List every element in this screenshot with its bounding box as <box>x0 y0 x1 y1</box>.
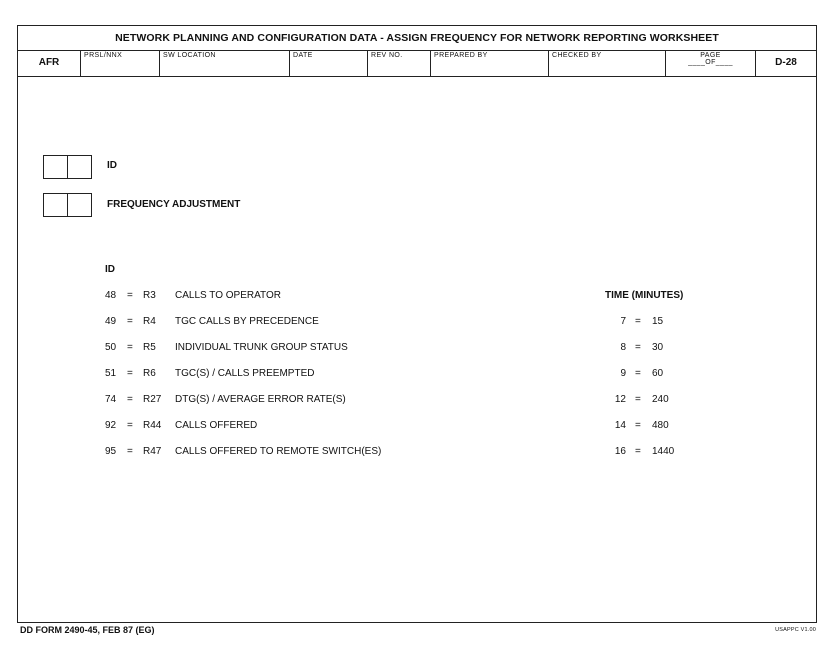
row-equals: = <box>127 446 133 457</box>
row-id: 49 <box>105 316 117 327</box>
id-box-1[interactable] <box>43 155 68 179</box>
date-field[interactable]: DATE <box>290 50 368 76</box>
row-description: CALLS OFFERED TO REMOTE SWITCH(ES) <box>175 446 382 457</box>
row-time-minutes: 15 <box>652 316 664 327</box>
row-time-id: 9 <box>620 368 626 379</box>
row-time-id: 12 <box>614 394 626 405</box>
page-of-label: ____OF____ <box>688 59 733 66</box>
freq-box-2[interactable] <box>67 193 92 217</box>
row-equals: = <box>127 368 133 379</box>
row-code: R47 <box>143 446 162 457</box>
row-code: R5 <box>143 342 156 353</box>
row-description: INDIVIDUAL TRUNK GROUP STATUS <box>175 342 348 353</box>
row-time-equals: = <box>635 446 641 457</box>
form-title: NETWORK PLANNING AND CONFIGURATION DATA - ASSIGN FREQUENCY FOR NETWORK REPORTING WORKSHEET <box>18 26 816 51</box>
form-frame <box>17 25 817 623</box>
row-code: R44 <box>143 420 162 431</box>
row-code: R27 <box>143 394 162 405</box>
row-time-minutes: 60 <box>652 368 664 379</box>
row-description: TGC(S) / CALLS PREEMPTED <box>175 368 315 379</box>
freq-box-1[interactable] <box>43 193 68 217</box>
row-time-equals: = <box>635 316 641 327</box>
row-time-equals: = <box>635 342 641 353</box>
form-code: D-28 <box>775 57 797 68</box>
row-id: 95 <box>105 446 117 457</box>
page-label: PAGE <box>700 52 721 59</box>
frequency-adjustment-label: FREQUENCY ADJUSTMENT <box>107 199 241 210</box>
row-id: 50 <box>105 342 117 353</box>
sw-location-field[interactable]: SW LOCATION <box>160 50 290 76</box>
row-time-minutes: 30 <box>652 342 664 353</box>
row-id: 92 <box>105 420 117 431</box>
id-field-label: ID <box>107 160 117 171</box>
row-code: R6 <box>143 368 156 379</box>
row-description: CALLS TO OPERATOR <box>175 290 281 301</box>
row-time-minutes: 480 <box>652 420 669 431</box>
row-id: 48 <box>105 290 117 301</box>
form-id: DD FORM 2490-45, FEB 87 (EG) <box>20 625 155 635</box>
printer-code: USAPPC V1.00 <box>775 627 816 633</box>
row-equals: = <box>127 394 133 405</box>
row-id: 74 <box>105 394 117 405</box>
row-equals: = <box>127 342 133 353</box>
row-id: 51 <box>105 368 117 379</box>
row-code: R4 <box>143 316 156 327</box>
row-time-equals: = <box>635 368 641 379</box>
prepared-by-field[interactable]: PREPARED BY <box>431 50 549 76</box>
row-time-id: 16 <box>614 446 626 457</box>
time-column-header: TIME (MINUTES) <box>605 290 684 301</box>
row-description: TGC CALLS BY PRECEDENCE <box>175 316 319 327</box>
row-time-id: 7 <box>620 316 626 327</box>
rev-no-field[interactable]: REV NO. <box>368 50 431 76</box>
row-description: DTG(S) / AVERAGE ERROR RATE(S) <box>175 394 346 405</box>
id-column-header: ID <box>105 264 115 275</box>
row-equals: = <box>127 290 133 301</box>
row-time-equals: = <box>635 420 641 431</box>
row-time-equals: = <box>635 394 641 405</box>
row-code: R3 <box>143 290 156 301</box>
row-time-minutes: 240 <box>652 394 669 405</box>
id-box-2[interactable] <box>67 155 92 179</box>
page-field[interactable] <box>666 50 756 76</box>
row-description: CALLS OFFERED <box>175 420 258 431</box>
row-time-minutes: 1440 <box>652 446 675 457</box>
row-equals: = <box>127 420 133 431</box>
row-time-id: 14 <box>614 420 626 431</box>
header-row <box>18 50 816 77</box>
row-equals: = <box>127 316 133 327</box>
row-time-id: 8 <box>620 342 626 353</box>
prsl-field[interactable]: PRSL/NNX <box>81 50 160 76</box>
afr-cell: AFR <box>18 50 81 76</box>
checked-by-field[interactable]: CHECKED BY <box>549 50 666 76</box>
